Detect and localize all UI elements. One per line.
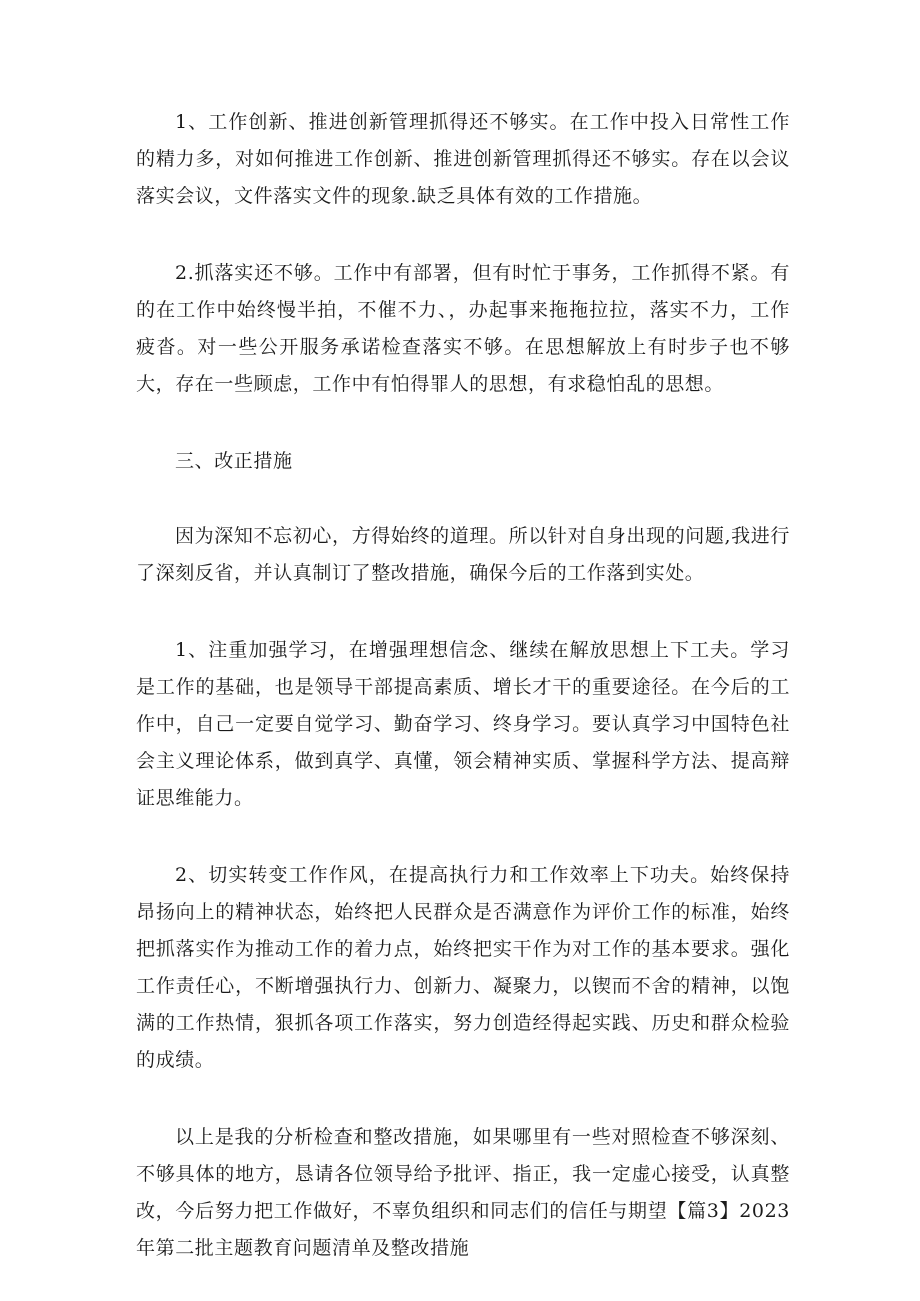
paragraph-conclusion: 以上是我的分析检查和整改措施，如果哪里有一些对照检查不够深刻、不够具体的地方，恳请各位领导给予批评、指正，我一定虚心接受，认真整改，今后努力把工作做好，不辜负组织和同志们的信任与期望【篇3】2023年第二批主题教育问题清单及整改措施 (136, 1126, 790, 1259)
paragraph-innovation: 1、工作创新、推进创新管理抓得还不够实。在工作中投入日常性工作的精力多，对如何推进工作创新、推进创新管理抓得还不够实。存在以会议落实会议，文件落实文件的现象.缺乏具体有效的工作措施。 (136, 111, 790, 207)
section-heading-corrective-measures: 三、改正措施 (175, 450, 293, 472)
paragraph-strengthen-learning: 1、注重加强学习，在增强理想信念、继续在解放思想上下工夫。学习是工作的基础，也是领导干部提高素质、增长才干的重要途径。在今后的工作中，自己一定要自觉学习、勤奋学习、终身学习。要认真学习中国特色社会主义理论体系，做到真学、真懂，领会精神实质、掌握科学方法、提高辩证思维能力。 (136, 639, 790, 809)
paragraph-work-style: 2、切实转变工作作风，在提高执行力和工作效率上下功夫。始终保持昂扬向上的精神状态，始终把人民群众是否满意作为评价工作的标准，始终把抓落实作为推动工作的着力点，始终把实干作为对工作的基本要求。强化工作责任心，不断增强执行力、创新力、凝聚力，以锲而不舍的精神，以饱满的工作热情，狠抓各项工作落实，努力创造经得起实践、历史和群众检验的成绩。 (136, 864, 790, 1071)
paragraph-implementation: 2.抓落实还不够。工作中有部署，但有时忙于事务，工作抓得不紧。有的在工作中始终慢半拍，不催不力、，办起事来拖拖拉拉，落实不力，工作疲沓。对一些公开服务承诺检查落实不够。在思想解放上有时步子也不够大，存在一些顾虑，工作中有怕得罪人的思想，有求稳怕乱的思想。 (136, 262, 790, 395)
paragraph-introduction: 因为深知不忘初心，方得始终的道理。所以针对自身出现的问题,我进行了深刻反省，并认真制订了整改措施，确保今后的工作落到实处。 (136, 525, 790, 584)
